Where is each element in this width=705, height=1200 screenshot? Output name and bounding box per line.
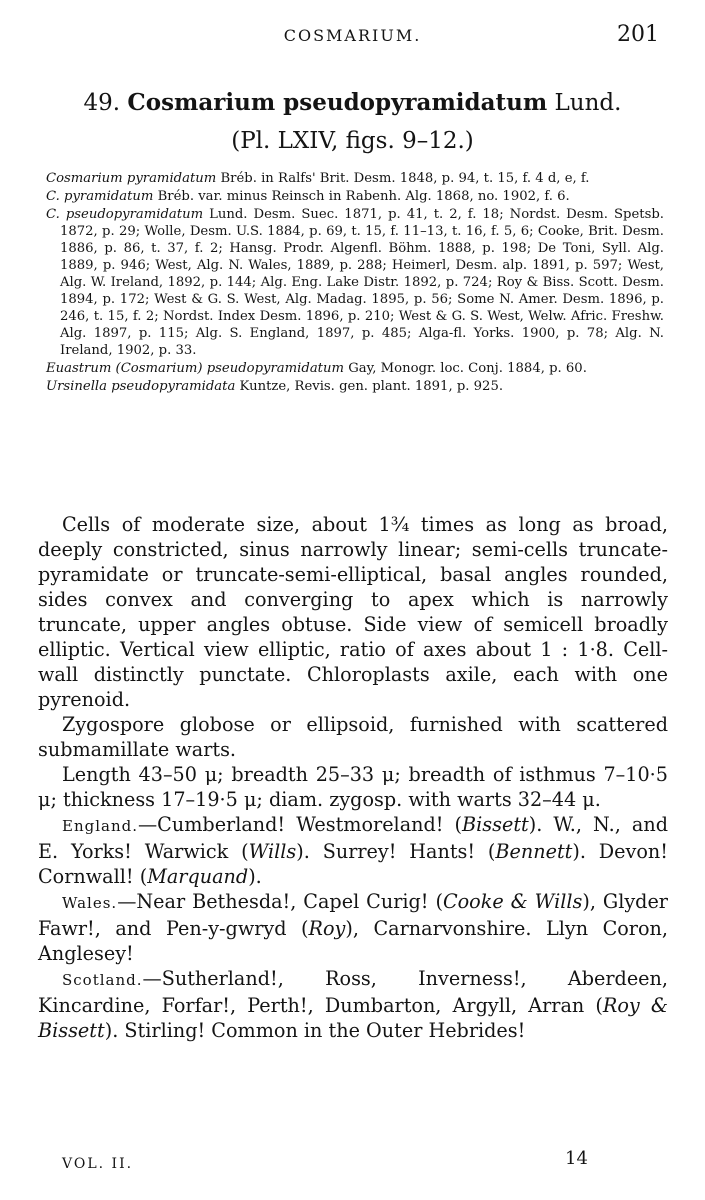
synonym-citation: Kuntze, Revis. gen. plant. 1891, p. 925. bbox=[239, 379, 504, 394]
synonym-entry bbox=[46, 378, 664, 395]
distribution-scotland bbox=[38, 966, 668, 1043]
locality-text: —Near Bethesda!, Capel Curig! ( bbox=[117, 890, 443, 913]
running-head bbox=[0, 22, 705, 52]
locality-text: ). Surrey! Hants! ( bbox=[296, 840, 496, 863]
synonym-citation: Lund. Desm. Suec. 1871, p. 41, t. 2, f. 18; Nordst. Desm. Spetsb. 1872, p. 29; Wolle, Desm. U.S. 1884, p. 69, t. 15, f. 11–13, t. 16, f. 5, 6; Cooke, Brit. Desm. 1886, p. 86, t. 37, f. 2; Hansg. Prodr. Algenfl. Böhm. 1888, p. 198; De Toni, Syll. Alg. 1889, p. 946; West, Alg. N. Wales, 1889, p. 288; Heimerl, Desm. alp. 1891, p. 597; West, Alg. W. Ireland, 1892, p. 144; Alg. Eng. Lake Distr. 1892, p. 724; Roy & Biss. Scott. Desm. 1894, p. 172; West & G. S. West, Alg. Madag. 1895, p. 56; Some N. Amer. Desm. 1896, p. 246, t. 15, f. 2; Nordst. Index Desm. 1896, p. 210; West & G. S. West, Welw. Afric. Freshw. Alg. 1897, p. 115; Alg. S. England, 1897, p. 485; Alga-fl. Yorks. 1900, p. 78; Alg. N. Ireland, 1902, p. 33. bbox=[60, 207, 664, 358]
collector-name: Marquand bbox=[147, 865, 249, 888]
collector-name: Roy & Bissett bbox=[38, 994, 668, 1042]
locality-text: ). Devon! Cornwall! ( bbox=[38, 840, 668, 888]
synonym-entry bbox=[46, 206, 664, 359]
locality-text: ). bbox=[248, 865, 262, 888]
species-description bbox=[38, 512, 668, 1043]
synonym-taxon: Ursinella pseudopyramidata bbox=[46, 379, 236, 394]
species-number: 49. bbox=[83, 90, 121, 116]
page-footer bbox=[0, 1148, 705, 1188]
synonym-citation: Bréb. in Ralfs' Brit. Desm. 1848, p. 94, t. 15, f. 4 d, e, f. bbox=[220, 171, 590, 186]
collector-name: Roy bbox=[308, 917, 346, 940]
species-name: Cosmarium pseudopyramidatum bbox=[127, 89, 548, 116]
description-zygospore: Zygospore globose or ellipsoid, furnished with scattered submamillate warts. bbox=[38, 713, 668, 761]
description-cells: Cells of moderate size, about 1¾ times as long as broad, deeply constricted, sinus narrowly linear; semi-cells truncate-pyramidate or truncate-semi-elliptical, basal angles rounded, sides convex and converging to apex which is narrowly truncate, upper angles obtuse. Side view of semicell broadly elliptic. Vertical view elliptic, ratio of axes about 1 : 1·8. Cell-wall distinctly punctate. Chloroplasts axile, each with one pyrenoid. bbox=[38, 513, 668, 711]
synonym-taxon: C. pseudopyramidatum bbox=[46, 207, 204, 222]
species-heading bbox=[0, 88, 705, 118]
locality-text: ). W., N., and E. Yorks! Warwick ( bbox=[38, 813, 668, 863]
synonym-taxon: Euastrum (Cosmarium) pseudopyramidatum bbox=[46, 361, 344, 376]
distribution-england bbox=[38, 812, 668, 889]
region-label: Wales. bbox=[62, 894, 118, 912]
signature-mark: 14 bbox=[565, 1148, 588, 1169]
volume-marker: VOL. II. bbox=[62, 1156, 134, 1172]
synonym-citation: Bréb. var. minus Reinsch in Rabenh. Alg. 1868, no. 1902, f. 6. bbox=[157, 189, 570, 204]
page-number: 201 bbox=[617, 22, 659, 47]
synonym-taxon: Cosmarium pyramidatum bbox=[46, 171, 217, 186]
collector-name: Bissett bbox=[462, 813, 529, 836]
locality-text: ). Stirling! Common in the Outer Hebrides! bbox=[104, 1019, 526, 1042]
collector-name: Bennett bbox=[495, 840, 573, 863]
running-title: COSMARIUM. bbox=[283, 26, 422, 45]
plate-reference: (Pl. LXIV, figs. 9–12.) bbox=[231, 128, 474, 154]
locality-text: —Cumberland! Westmoreland! ( bbox=[137, 813, 463, 836]
region-label: Scotland. bbox=[62, 971, 143, 989]
species-authority: Lund. bbox=[554, 90, 622, 116]
description-measurements: Length 43–50 μ; breadth 25–33 μ; breadth of isthmus 7–10·5 μ; thickness 17–19·5 μ; diam. zygosp. with warts 32–44 μ. bbox=[38, 763, 668, 811]
synonym-entry bbox=[46, 170, 664, 187]
locality-text: ), Carnarvonshire. Llyn Coron, Anglesey! bbox=[38, 917, 668, 965]
collector-name: Wills bbox=[248, 840, 297, 863]
region-label: England. bbox=[62, 817, 138, 835]
synonymy-list bbox=[46, 170, 664, 396]
synonym-entry bbox=[46, 188, 664, 205]
collector-name: Cooke & Wills bbox=[442, 890, 583, 913]
synonym-citation: Gay, Monogr. loc. Conj. 1884, p. 60. bbox=[348, 361, 587, 376]
synonym-taxon: C. pyramidatum bbox=[46, 189, 154, 204]
synonym-entry bbox=[46, 360, 664, 377]
distribution-wales bbox=[38, 889, 668, 966]
locality-text: —Sutherland!, Ross, Inverness!, Aberdeen, Kincardine, Forfar!, Perth!, Dumbarton, Argyll, Arran ( bbox=[38, 967, 668, 1017]
locality-text: ), Glyder Fawr!, and Pen-y-gwryd ( bbox=[38, 890, 668, 940]
